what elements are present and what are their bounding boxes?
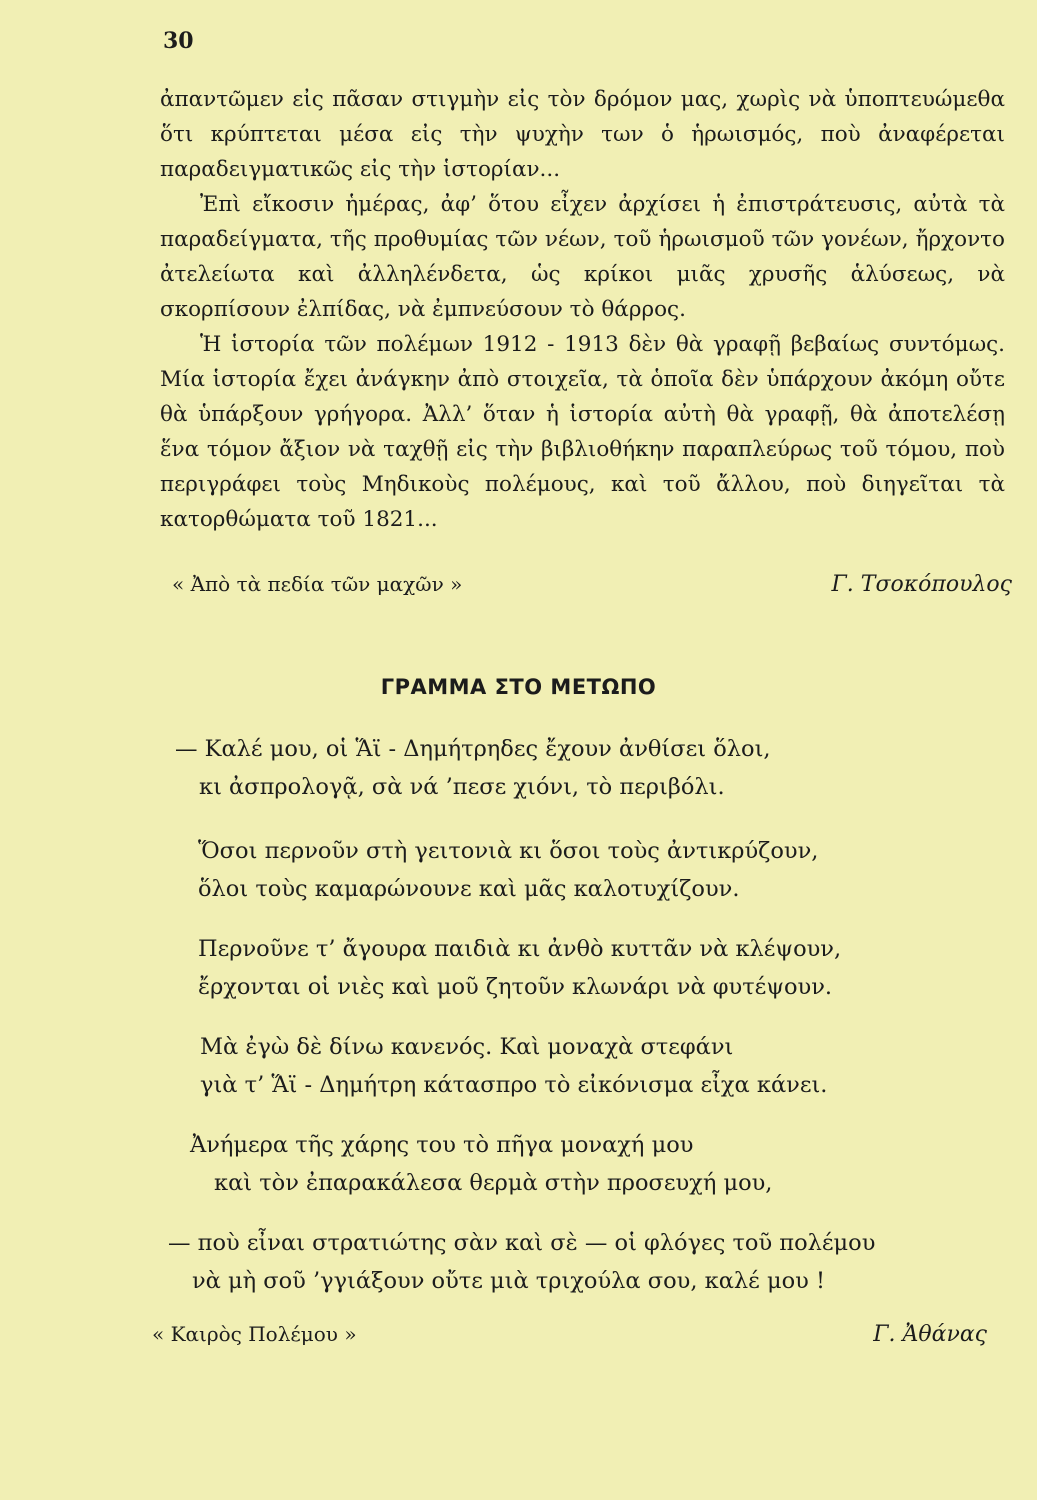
prose-body xyxy=(160,82,1005,537)
poem-stanza xyxy=(198,930,841,1006)
source-title: « Ἀπὸ τὰ πεδία τῶν μαχῶν » xyxy=(172,572,463,596)
author-name: Γ. Τσοκόπουλος xyxy=(831,572,1012,597)
poem-line: — ποὺ εἶναι στρατιώτης σὰν καὶ σὲ — οἱ φλόγες τοῦ πολέμου xyxy=(168,1230,876,1256)
poem-stanza xyxy=(200,1028,827,1104)
poem-line: κι ἀσπρολογᾷ, σὰ νά ’πεσε χιόνι, τὸ περιβόλι. xyxy=(199,774,725,800)
poem-stanza xyxy=(175,730,771,806)
poem-line: γιὰ τ’ Ἅϊ - Δημήτρη κάτασπρο τὸ εἰκόνισμα εἶχα κάνει. xyxy=(200,1072,828,1098)
poem-stanza xyxy=(198,832,818,908)
poem-line: Μὰ ἐγὼ δὲ δίνω κανενός. Καὶ μοναχὰ στεφάνι xyxy=(200,1034,734,1060)
prose-paragraph: Ἡ ἱστορία τῶν πολέμων 1912 - 1913 δὲν θὰ γραφῇ βεβαίως συντόμως. Μία ἱστορία ἔχει ἀνάγκην ἀπὸ στοιχεῖα, τὰ ὁποῖα δὲν ὑπάρχουν ἀκόμη οὔτε θὰ ὑπάρξουν γρήγορα. Ἀλλ’ ὅταν ἡ ἱστορία αὐτὴ θὰ γραφῇ, θὰ ἀποτελέσῃ ἕνα τόμον ἄξιον νὰ ταχθῇ εἰς τὴν βιβλιοθήκην παραπλεύρως τοῦ τόμου, ποὺ περιγράφει τοὺς Μηδικοὺς πολέμους, καὶ τοῦ ἄλλου, ποὺ διηγεῖται τὰ κατορθώματα τοῦ 1821... xyxy=(160,332,1005,532)
poem-line: — Καλέ μου, οἱ Ἅϊ - Δημήτρηδες ἔχουν ἀνθίσει ὅλοι, xyxy=(175,736,771,762)
poem-line: ὅλοι τοὺς καμαρώνουνε καὶ μᾶς καλοτυχίζουν. xyxy=(198,876,740,902)
author-name: Γ. Ἀθάνας xyxy=(873,1322,987,1347)
poem-line: καὶ τὸν ἐπαρακάλεσα θερμὰ στὴν προσευχή μου, xyxy=(214,1170,773,1196)
credit-second xyxy=(152,1322,987,1347)
poem-line: Ὅσοι περνοῦν στὴ γειτονιὰ κι ὅσοι τοὺς ἀντικρύζουν, xyxy=(198,838,819,864)
poem-line: Περνοῦνε τ’ ἄγουρα παιδιὰ κι ἀνθὸ κυττᾶν νὰ κλέψουν, xyxy=(198,936,842,962)
poem-line: ἔρχονται οἱ νιὲς καὶ μοῦ ζητοῦν κλωνάρι νὰ φυτέψουν. xyxy=(198,974,833,1000)
poem-line: Ἀνήμερα τῆς χάρης του τὸ πῆγα μοναχή μου xyxy=(190,1132,694,1158)
credit-first xyxy=(172,572,1012,597)
poem-line: νὰ μὴ σοῦ ’γγιάξουν οὔτε μιὰ τριχούλα σου, καλέ μου ! xyxy=(192,1268,826,1294)
page-number: 30 xyxy=(163,28,194,54)
prose-paragraph: Ἐπὶ εἴκοσιν ἡμέρας, ἀφ’ ὅτου εἶχεν ἀρχίσει ἡ ἐπιστράτευσις, αὐτὰ τὰ παραδείγματα, τῆς προθυμίας τῶν νέων, τοῦ ἡρωισμοῦ τῶν γονέων, ἤρχοντο ἀτελείωτα καὶ ἀλληλένδετα, ὡς κρίκοι μιᾶς χρυσῆς ἁλύσεως, νὰ σκορπίσουν ἐλπίδας, νὰ ἐμπνεύσουν τὸ θάρρος. xyxy=(160,192,1005,322)
poem-stanza xyxy=(190,1126,772,1202)
source-title: « Καιρὸς Πολέμου » xyxy=(152,1322,357,1346)
poem-title: ΓΡΑΜΜΑ ΣΤΟ ΜΕΤΩΠΟ xyxy=(380,675,657,699)
prose-paragraph: ἀπαντῶμεν εἰς πᾶσαν στιγμὴν εἰς τὸν δρόμον μας, χωρὶς νὰ ὑποπτευώμεθα ὅτι κρύπτεται μέσα εἰς τὴν ψυχὴν των ὁ ἡρωισμός, ποὺ ἀναφέρεται παραδειγματικῶς εἰς τὴν ἱστορίαν... xyxy=(160,87,1005,182)
poem-stanza xyxy=(168,1224,875,1300)
